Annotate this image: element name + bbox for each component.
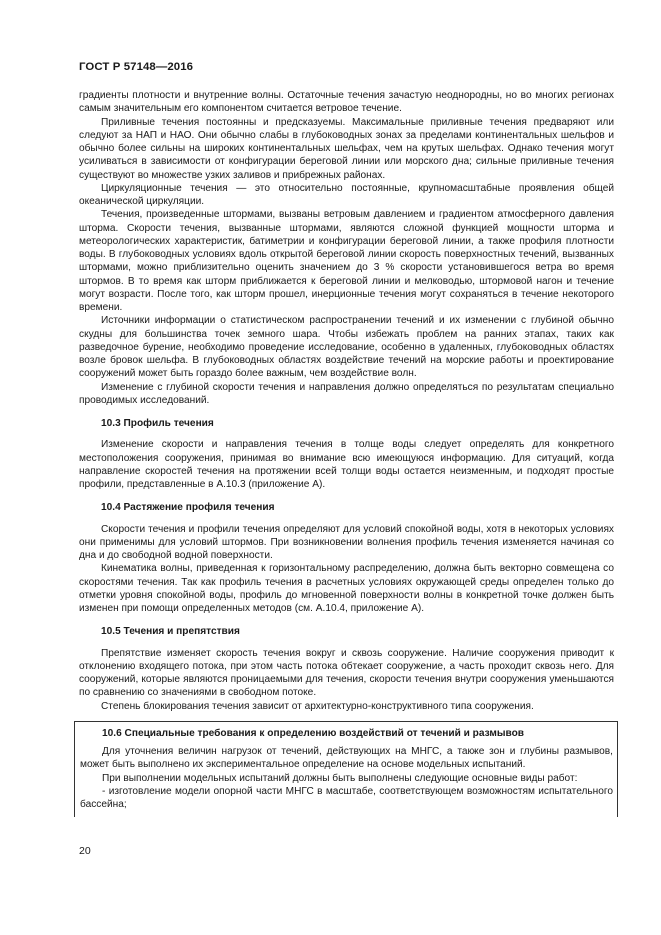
- paragraph: Циркуляционные течения — это относительно постоянные, крупномасштабные проявления общей океанической циркуляции.: [79, 182, 614, 207]
- page-number: 20: [79, 845, 91, 857]
- section-heading-10-3: 10.3 Профиль течения: [101, 418, 214, 429]
- document-body: [79, 89, 614, 817]
- paragraph: Изменение скорости и направления течения в толще воды следует определять для конкретного местоположения сооружения, принимая во внимание всю имеющуюся информацию. Для ситуаций, когда направление скоростей течения на протяжении всей толщи воды остается неизменным, и подходят простые профили, представленные в А.10.3 (приложение А).: [79, 439, 614, 490]
- paragraph: При выполнении модельных испытаний должны быть выполнены следующие основные виды работ:: [102, 772, 578, 784]
- list-item: - изготовление модели опорной части МНГС в масштабе, соответствующем возможностям испытательного бассейна;: [80, 785, 613, 810]
- paragraph: Степень блокирования течения зависит от архитектурно-конструктивного типа сооружения.: [101, 700, 534, 712]
- section-heading-10-4: 10.4 Растяжение профиля течения: [101, 502, 275, 514]
- section-heading-10-5: 10.5 Течения и препятствия: [101, 626, 240, 638]
- section-heading-10-6: 10.6 Специальные требования к определению воздействий от течений и размывов: [102, 727, 525, 739]
- paragraph: Скорости течения и профили течения определяют для условий спокойной воды, хотя в некоторых условиях они применимы для условий штормов. При возникновении волнения профиль течения изменяется начиная со дна и до свободной водной поверхности.: [79, 523, 614, 561]
- paragraph: Источники информации о статистическом распространении течений и их изменении с глубиной обычно скудны для большинства точек земного шара. Чтобы избежать проблем на ранних этапах, таких как разведочное бурение, необходимо проведение исследование, особенно в удаленных, глубоководных областях возле бровок шельфа. В глубоководных областях воздействие течений на морские работы и проектирование сооружений может быть гораздо более важным, чем воздействие волн.: [79, 315, 614, 380]
- paragraph: Течения, произведенные штормами, вызваны ветровым давлением и градиентом атмосферного давления шторма. Скорости течения, вызванные штормами, являются сложной функцией мощности шторма и метеорологических характеристик, батиметрии и конфигурации береговой линии, а также профиля плотности воды. В глубоководных условиях вдоль открытой береговой линии скорость поверхностных течений, вызванных штормами, можно приблизительно оценить значением до 3 % скорости установившегося ветра во время штормов. В то время как шторм приближается к береговой линии и мелководью, штормовой нагон и течение могут возрасти. После того, как шторм прошел, инерционные течения могут сохраняться в течение некоторого времени.: [79, 209, 614, 313]
- paragraph: Препятствие изменяет скорость течения вокруг и сквозь сооружение. Наличие сооружения приводит к отклонению входящего потока, при этом часть потока обтекает сооружение, а часть проходит сквозь него. Для сооружений, которые являются проницаемыми для течения, скорости течения внутри сооружения уменьшаются по сравнению со значениями в свободном потоке.: [79, 647, 614, 699]
- paragraph: градиенты плотности и внутренние волны. Остаточные течения зачастую неоднородны, но во многих регионах самым значительным его компонентом считается ветровое течение.: [79, 90, 614, 115]
- paragraph: Для уточнения величин нагрузок от течений, действующих на МНГС, а также зон и глубины размывов, может быть выполнено их экспериментальное определение на основе модельных испытаний.: [80, 746, 613, 771]
- paragraph: Кинематика волны, приведенная к горизонтальному распределению, должна быть векторно совмещена со скоростями течения. Так как профиль течения в расчетных условиях окружающей среды определен только до отметки уровня спокойной воды, профиль до мгновенной поверхности волны в конкретной точке должен быть изменен при помощи определенных методов (см. А.10.4, приложение А).: [79, 563, 614, 614]
- document-header: ГОСТ Р 57148—2016: [79, 61, 194, 73]
- boxed-section-10-6: [74, 721, 618, 818]
- paragraph: Приливные течения постоянны и предсказуемы. Максимальные приливные течения предваряют или следуют за НАП и НАО. Они обычно слабы в глубоководных зонах за пределами континентальных шельфов и обычно более сильны на широких континентальных шельфах, чем на крутых шельфах. Однако течения могут усиливаться в зависимости от конфигурации береговой линии или морского дна; сильные приливные течения существуют во множестве узких заливов и прибрежных районах.: [79, 116, 614, 181]
- paragraph: Изменение с глубиной скорости течения и направления должно определяться по результатам специально проводимых исследований.: [79, 381, 614, 406]
